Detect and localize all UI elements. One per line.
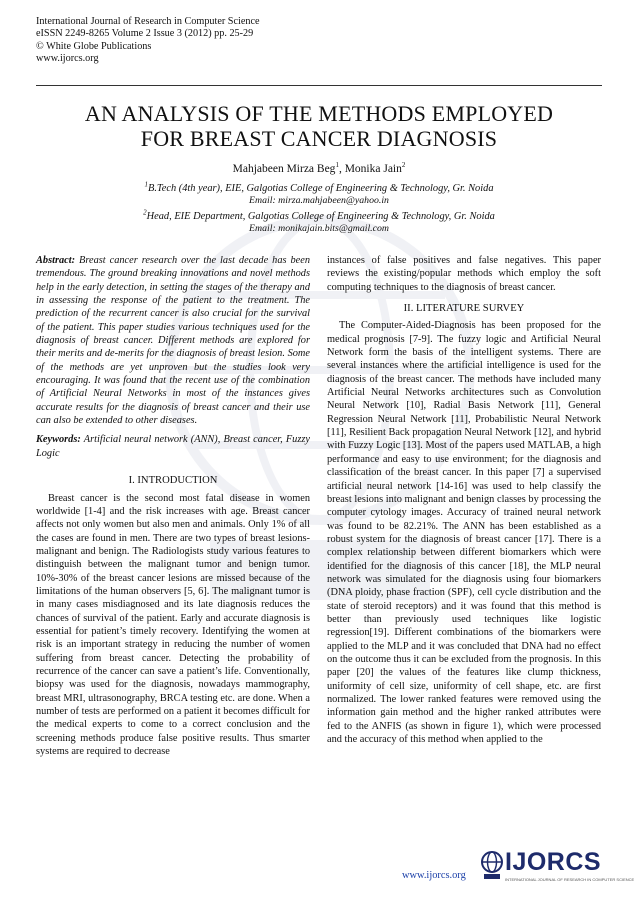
literature-survey-text: The Computer-Aided-Diagnosis has been proposed for the medical prognosis [7-9]. The fuzzy logic and Artificial Neural Network form the basis of the intelligent systems. There are several instances where the artificial intelligence is used for the diagnosis of the breast cancer. The methods have included many Artificial Neural Networks architectures such as Convolution Neural Network [10], Radial Basis Network [11], General Regression Neural Network [11], Probabilistic Neural Network [11], Resilient Back propagation Neural Network [12], and hybrid with Fuzzy Logic [13]. Most of the papers used MATLAB, a high performance and easy to use environment; for the diagnosis and classification of the breast cancer. In this paper [7] a supervised artificial neural network [14-16] was used to help classify the breast lesions into malignant and benign classes by processing the computer cytology images. Accuracy of trained neural network was found to be 82.21%. The ANN has been established as a robust system for the diagnosis of breast cancer [17]. There is a complex relationship between different biomarkers which were identified for the diagnosis of this cancer [18], the MLP neural network was simulated for the diagnosis using four biomarkers (DNA ploidy, phase fraction (SPF), cell cycle distribution and the state of steroid receptors) and it was found that this method is better than previously used techniques like logistic regression[19]. Different combinations of the biomarkers were applied to the MLP and it was concluded that DNA had no effect on the outcome thus it can be excluded from the prognosis. In this paper [20] the values of the features like clump thickness, uniformity of cell size, uniformity of cell shape, etc. are first normalized. The lower ranked features were removed using the information gain method and the higher ranked attributes were fed to the ANFIS (as shown in figure 1), which were processed and the accuracy of this method when applied to the — [327, 320, 601, 746]
issn-line: eISSN 2249-8265 Volume 2 Issue 3 (2012) pp. 25-29 — [36, 28, 254, 40]
author-1-email: Email: mirza.mahjabeen@yahoo.in — [249, 195, 389, 206]
author-2-email: Email: monikajain.bits@gmail.com — [249, 223, 389, 234]
affiliation-1: $^1$B.Tech (4th year), EIE, Galgotias College of Engineering & Technology, Gr. Noida Email: mirza.mahjabeen@yahoo.in — [36, 183, 602, 207]
keywords: Keywords: Artificial neural network (ANN), Breast cancer, Fuzzy Logic — [36, 434, 310, 459]
author-1: Mahjabeen Mirza Beg — [232, 163, 336, 175]
author-2: Monika Jain — [344, 163, 402, 175]
left-column — [36, 254, 310, 758]
ijorcs-logo-subtitle: INTERNATIONAL JOURNAL OF RESEARCH IN COMPUTER SCIENCE — [505, 877, 635, 882]
section-heading-literature-survey: II. LITERATURE SURVEY — [403, 303, 525, 315]
introduction-text: Breast cancer is the second most fatal disease in women worldwide [1-4] and the risk increases with age. Breast cancer affects not only women but also men and animals. Only 1% of all the cases are found in men. There are two types of breast lesions- malignant and benign. The Radiologists study various features to distinguish between the malignant tumor and benign tumor. 10%-30% of the breast cancer lesions are missed because of the limitations of the human observers [5, 6]. The malignant tumor is in many cases misdiagnosed and its late diagnosis reduces the chances of survival of the patient. Early and accurate diagnosis is essential for patient’s timely recovery. Identifying the women at risk is an important strategy in reducing the number of women suffering from breast cancer. Detecting the probability of recurrence of the cancer can save a patient’s life. Conventionally, biopsy was used for the diagnosis, nowadays mammography, breast MRI, ultrasonography, BRCA testing etc. are done. When a number of tests are performed on a patient it becomes difficult for the medical experts to come to a correct conclusion and the screening methods produce false positive results. Thus smarter systems are required to decrease — [36, 492, 310, 758]
header-divider — [36, 85, 602, 86]
footer-website-link[interactable]: www.ijorcs.org — [402, 870, 466, 881]
continued-text: instances of false positives and false negatives. This paper reviews the existing/popular methods which employ the soft computing techniques to the diagnosis of breast cancer. — [327, 255, 601, 293]
paper-title: AN ANALYSIS OF THE METHODS EMPLOYED FOR BREAST CANCER DIAGNOSIS — [84, 101, 554, 151]
publisher-line: © White Globe Publications — [36, 40, 152, 52]
journal-name: International Journal of Research in Computer Science — [36, 16, 260, 27]
author-line: Mahjabeen Mirza Beg$^1$, Monika Jain$^2$ — [232, 161, 406, 175]
affiliation-2: $^2$Head, EIE Department, Galgotias College of Engineering & Technology, Gr. Noida Email: monikajain.bits@gmail.com — [36, 211, 602, 235]
abstract: Abstract: Breast cancer research over the last decade has been tremendous. The ground breaking innovations and novel methods help in the early detection, in setting the stages of the therapy and in assessing the response of the patient to the treatment. The prediction of the recurrent cancer is also crucial for the survival of the patient. This paper studies various techniques used for the diagnosis of breast cancer. Different methods are explored for their merits and de-merits for the diagnosis of breast lesion. Some of the methods are yet unproven but the studies look very encouraging. It was found that the recent use of the combination of Artificial Neural Networks in most of the instances gives accurate results for the diagnosis of breast cancer and their use can also be extended to other diseases. — [36, 255, 310, 427]
header-website: www.ijorcs.org — [36, 53, 99, 65]
journal-header — [36, 16, 259, 66]
ijorcs-logo-text: IJORCS — [505, 848, 602, 876]
section-heading-introduction: I. INTRODUCTION — [128, 475, 218, 487]
right-column — [327, 254, 601, 746]
